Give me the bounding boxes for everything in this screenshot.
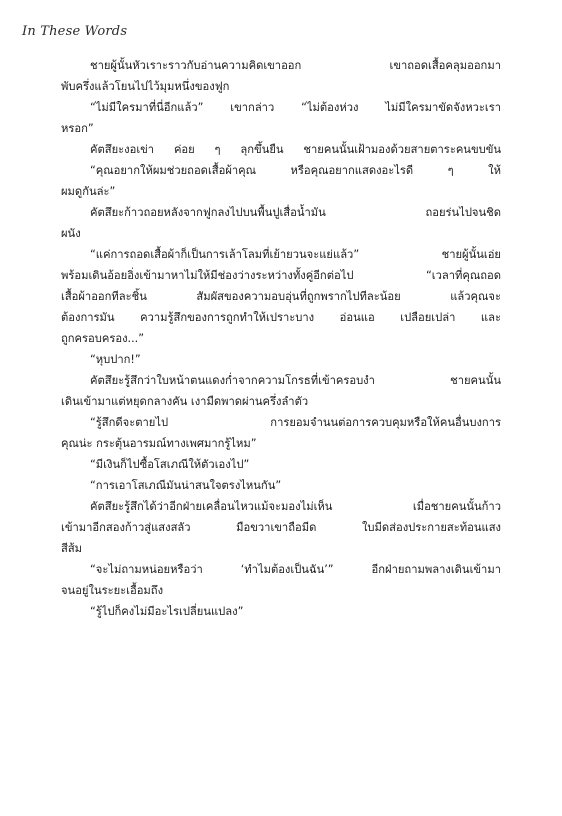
text-line: คัตสึยะรู้สึกว่าใบหน้าตนแดงก่ำจากความโกรธที่เข้าครอบงำ ชายคนนั้น [90,374,501,387]
text-line: สีส้ม [61,542,83,555]
text-line: “รู้ไปก็คงไม่มีอะไรเปลี่ยนแปลง” [90,605,244,618]
text-line: ชายผู้นั้นหัวเราะราวกับอ่านความคิดเขาออก เขาถอดเสื้อคลุมออกมา [90,59,501,72]
text-line: “มีเงินก็ไปซื้อโสเภณีให้ตัวเองไป” [90,458,250,471]
text-line: ถูกครอบครอง...” [61,332,144,345]
running-header: In These Words [22,24,128,39]
text-line: “หุบปาก!” [90,353,141,366]
text-line: เข้ามาอีกสองก้าวสู่แสงสลัว มือขวาเขาถือมีด ใบมีดส่องประกายสะท้อนแสง [61,521,501,534]
text-line: ผนัง [61,227,81,240]
text-line: “ไม่มีใครมาที่นี่อีกแล้ว” เขากล่าว “ไม่ต้องห่วง ไม่มีใครมาขัดจังหวะเรา [90,101,501,114]
text-line: พร้อมเดินอ้อยอิ่งเข้ามาหาไม่ให้มีช่องว่างระหว่างทั้งคู่อีกต่อไป “เวลาที่คุณถอด [61,269,501,282]
text-line: “คุณอยากให้ผมช่วยถอดเสื้อผ้าคุณ หรือคุณอยากแสดงอะไรดี ๆ ให้ [90,164,501,177]
text-line: พับครึ่งแล้วโยนไปไว้มุมหนึ่งของฟูก [61,80,230,93]
text-line: ผมดูกันล่ะ” [61,185,116,198]
text-line: “จะไม่ถามหน่อยหรือว่า ‘ทำไมต้องเป็นฉัน’” อีกฝ่ายถามพลางเดินเข้ามา [90,563,501,576]
text-line: คัตสึยะรู้สึกได้ว่าอีกฝ่ายเคลื่อนไหวแม้จะมองไม่เห็น เมื่อชายคนนั้นก้าว [90,500,501,513]
text-line: คัตสึยะก้าวถอยหลังจากฟูกลงไปบนพื้นปูเสื่อน้ำมัน ถอยร่นไปจนชิด [90,206,501,219]
body-text [61,55,501,622]
text-line: คุณน่ะ กระตุ้นอารมณ์ทางเพศมากรู้ไหม” [61,437,257,450]
text-line: “แค่การถอดเสื้อผ้าก็เป็นการเล้าโลมที่เย้ายวนจะแย่แล้ว” ชายผู้นั้นเอ่ย [90,248,501,261]
text-line: หรอก” [61,122,94,135]
text-line: “การเอาโสเภณีมันน่าสนใจตรงไหนกัน” [90,479,282,492]
text-line: จนอยู่ในระยะเอื้อมถึง [61,584,164,597]
text-line: “รู้สึกดีจะตายไป การยอมจำนนต่อการควบคุมหรือให้คนอื่นบงการ [90,416,501,429]
text-line: เสื้อผ้าออกทีละชิ้น สัมผัสของความอบอุ่นที่ถูกพรากไปทีละน้อย แล้วคุณจะ [61,290,501,303]
text-line: เดินเข้ามาแต่หยุดกลางคัน เงามืดพาดผ่านครึ่งลำตัว [61,395,309,408]
text-line: ต้องการมัน ความรู้สึกของการถูกทำให้เปราะบาง อ่อนแอ เปลือยเปล่า และ [61,311,501,324]
text-line: คัตสึยะงอเข่า ค่อย ๆ ลุกขึ้นยืน ชายคนนั้นเฝ้ามองด้วยสายตาระคนขบขัน [90,143,501,156]
